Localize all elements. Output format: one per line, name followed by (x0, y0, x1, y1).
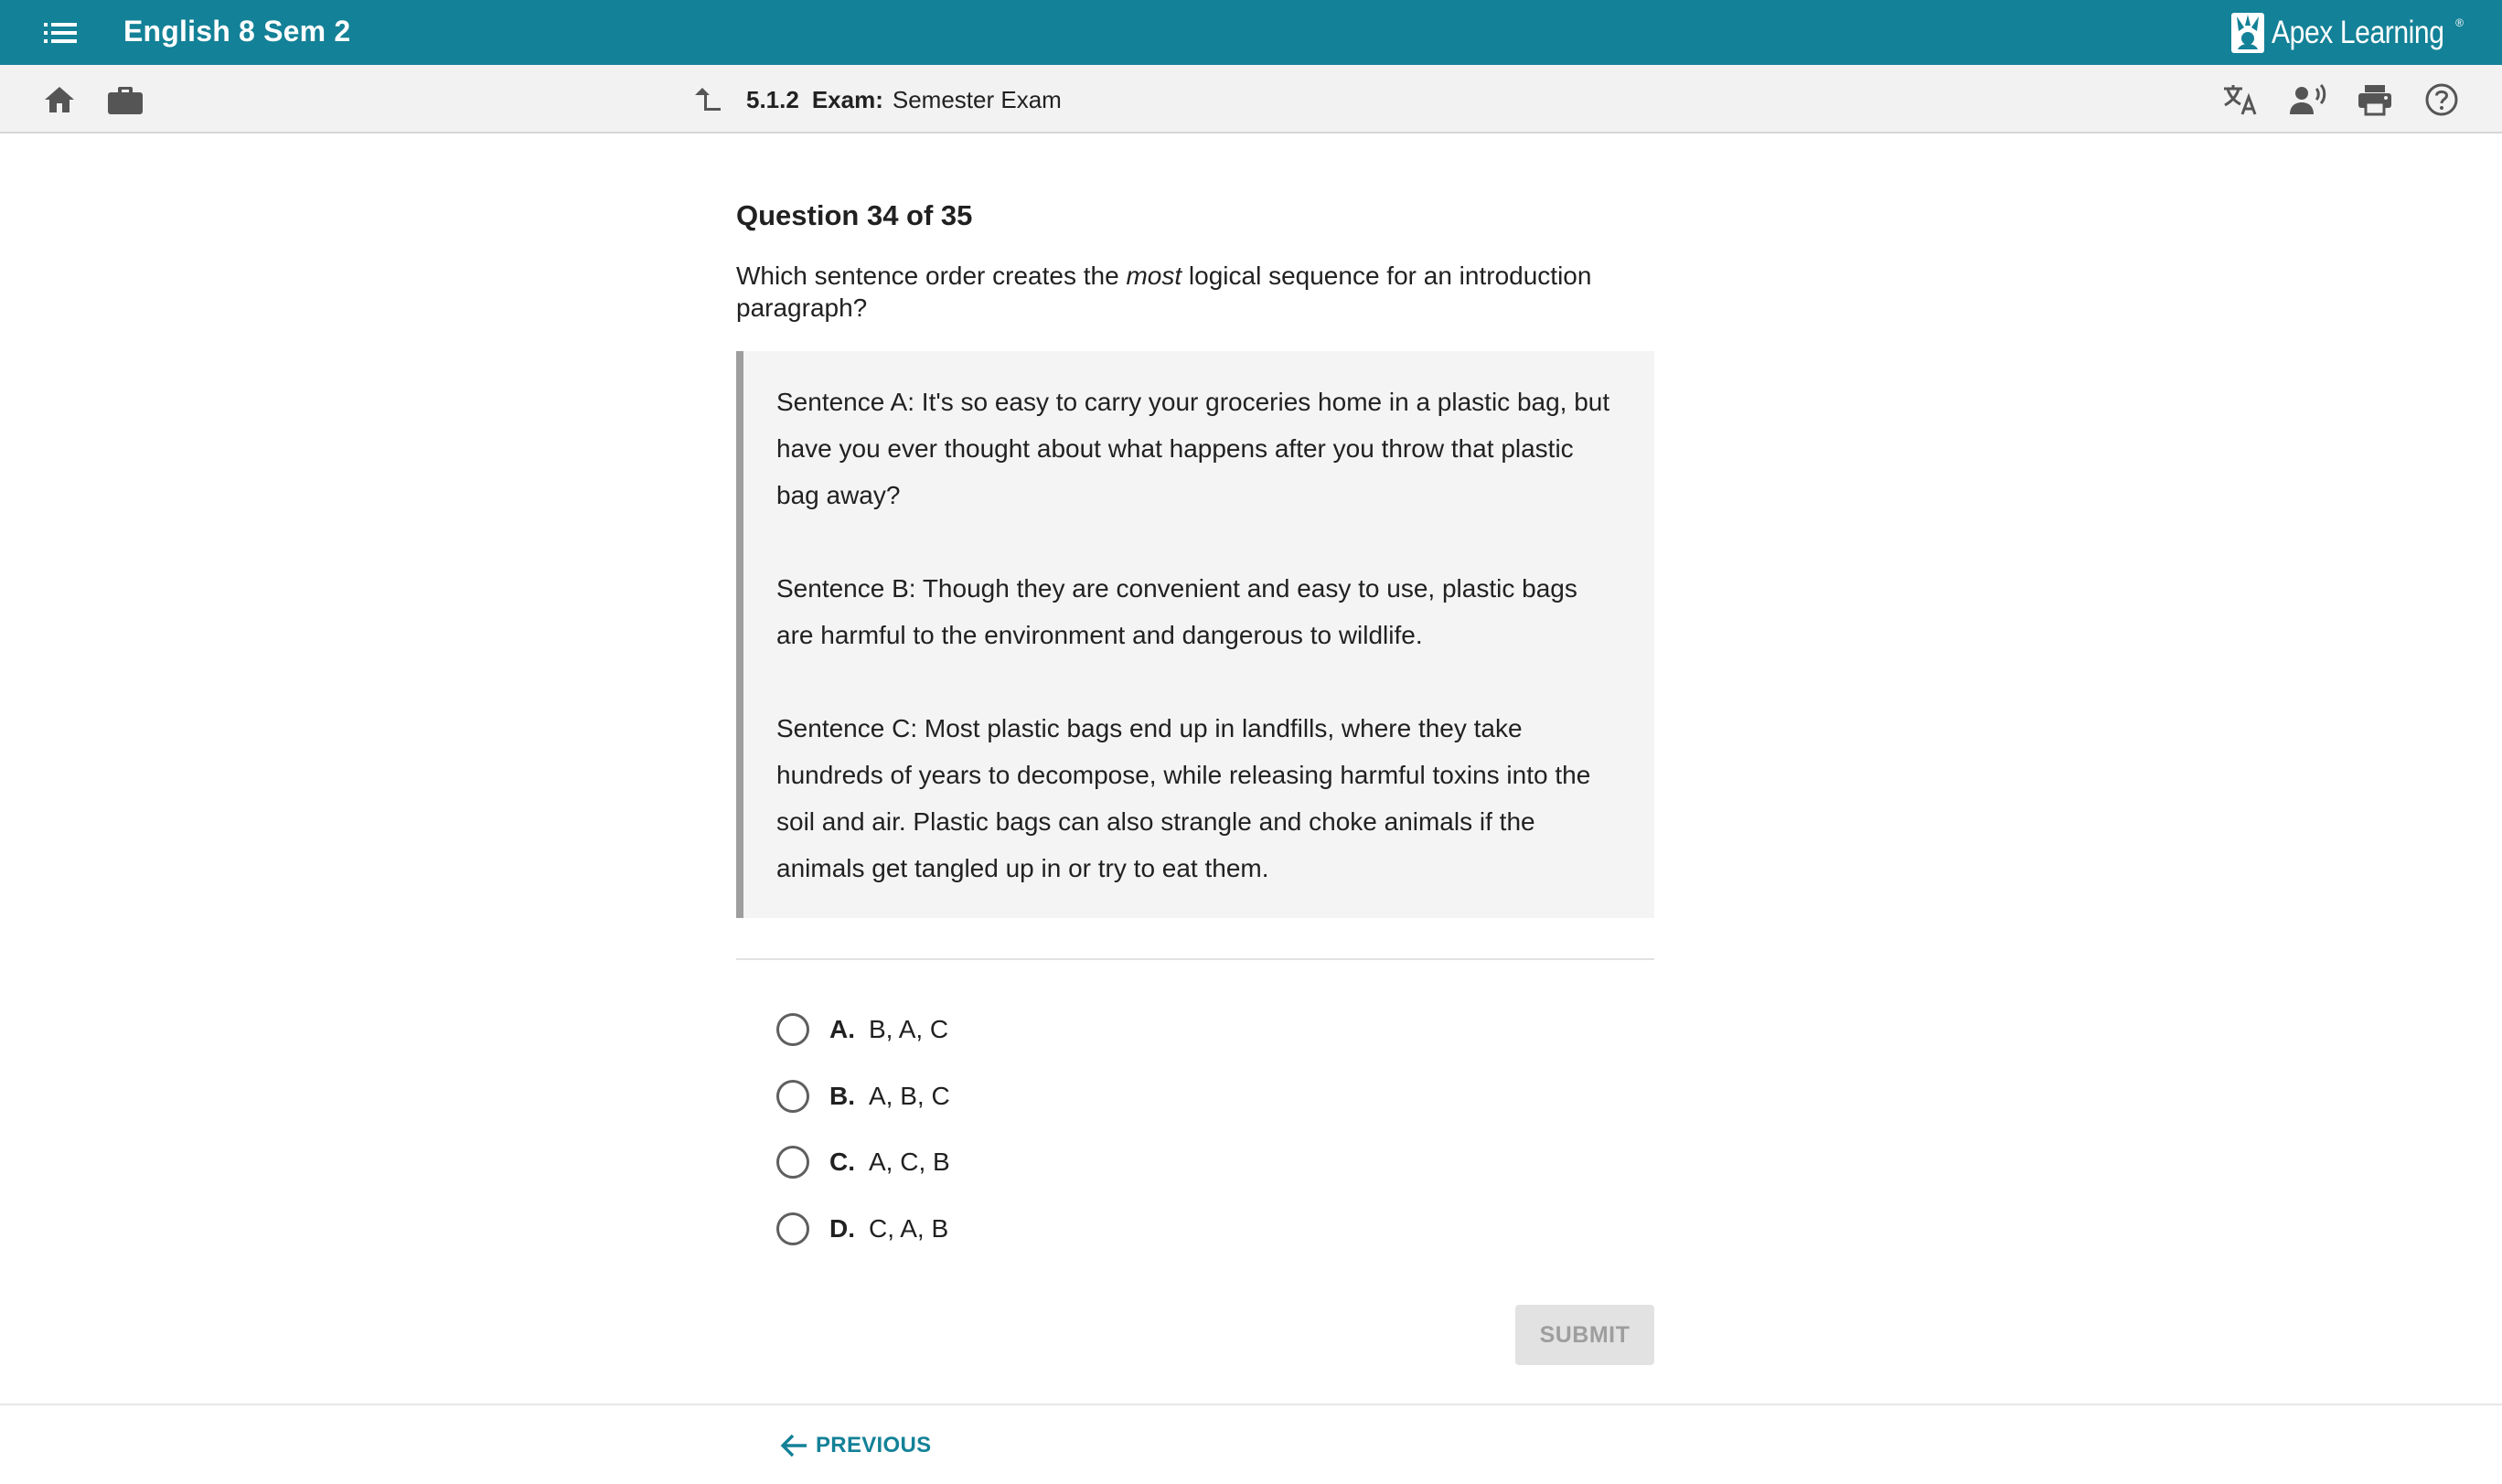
option-text: C, A, B (869, 1213, 949, 1243)
answer-option-b[interactable] (776, 1063, 950, 1130)
apex-logo-mark-icon (2229, 11, 2266, 55)
home-icon[interactable] (39, 80, 80, 120)
answer-options (776, 997, 950, 1262)
course-toolbar (0, 65, 2502, 133)
translate-icon[interactable] (2220, 80, 2261, 120)
brand-trademark: ® (2455, 16, 2464, 29)
prompt-emphasis: most (1126, 262, 1182, 290)
option-text: A, B, C (869, 1081, 950, 1110)
passage-sentence-c: Sentence C: Most plastic bags end up in landfills, where they take hundreds of years to decompose, while releasing harmful toxins into the soil and air. Plastic bags can also strangle and choke animals if the animals get tangled up in or try to eat them. (776, 714, 1591, 882)
radio-button[interactable] (776, 1146, 809, 1179)
submit-button[interactable]: SUBMIT (1515, 1305, 1654, 1365)
footer-nav (0, 1404, 2502, 1484)
course-title: English 8 Sem 2 (123, 15, 351, 48)
print-icon[interactable] (2355, 80, 2395, 120)
prompt-text: Which sentence order creates the (736, 262, 1127, 290)
passage-sentence-b: Sentence B: Though they are convenient and easy to use, plastic bags are harmful to the environment and dangerous to wildlife. (776, 574, 1577, 649)
list-menu-icon[interactable] (40, 19, 80, 47)
option-letter: C. (829, 1148, 855, 1177)
previous-label: PREVIOUS (816, 1433, 932, 1457)
option-letter: A. (829, 1015, 855, 1044)
up-level-icon[interactable] (693, 84, 724, 115)
breadcrumb (693, 81, 1062, 118)
answer-option-d[interactable] (776, 1196, 950, 1263)
passage-block (736, 351, 1654, 918)
question-prompt (736, 260, 1654, 324)
option-text: A, C, B (869, 1148, 950, 1177)
prompt-text-end: logical sequence for an introduction paragraph? (736, 262, 1592, 322)
answer-option-a[interactable] (776, 997, 950, 1063)
arrow-left-icon (779, 1432, 808, 1459)
option-letter: B. (829, 1081, 855, 1110)
read-aloud-icon[interactable] (2288, 80, 2328, 120)
option-text: B, A, C (869, 1015, 949, 1044)
activity-title: Semester Exam (892, 85, 1062, 113)
radio-button[interactable] (776, 1212, 809, 1245)
radio-button[interactable] (776, 1013, 809, 1046)
briefcase-icon[interactable] (105, 80, 145, 120)
radio-button[interactable] (776, 1080, 809, 1113)
passage-sentence-a: Sentence A: It's so easy to carry your groceries home in a plastic bag, but have you ever thought about what happens after you throw that plastic bag away? (776, 388, 1610, 509)
help-icon[interactable] (2422, 80, 2462, 120)
brand-name: Apex Learning (2271, 15, 2444, 50)
option-letter: D. (829, 1213, 855, 1243)
divider (736, 958, 1654, 960)
previous-button[interactable] (779, 1427, 931, 1464)
question-heading: Question 34 of 35 (736, 199, 973, 231)
answer-option-c[interactable] (776, 1129, 950, 1196)
top-app-bar (0, 0, 2502, 65)
apex-learning-logo[interactable] (2229, 9, 2464, 57)
lesson-number: 5.1.2 (746, 85, 799, 113)
activity-kind: Exam: (811, 85, 883, 113)
